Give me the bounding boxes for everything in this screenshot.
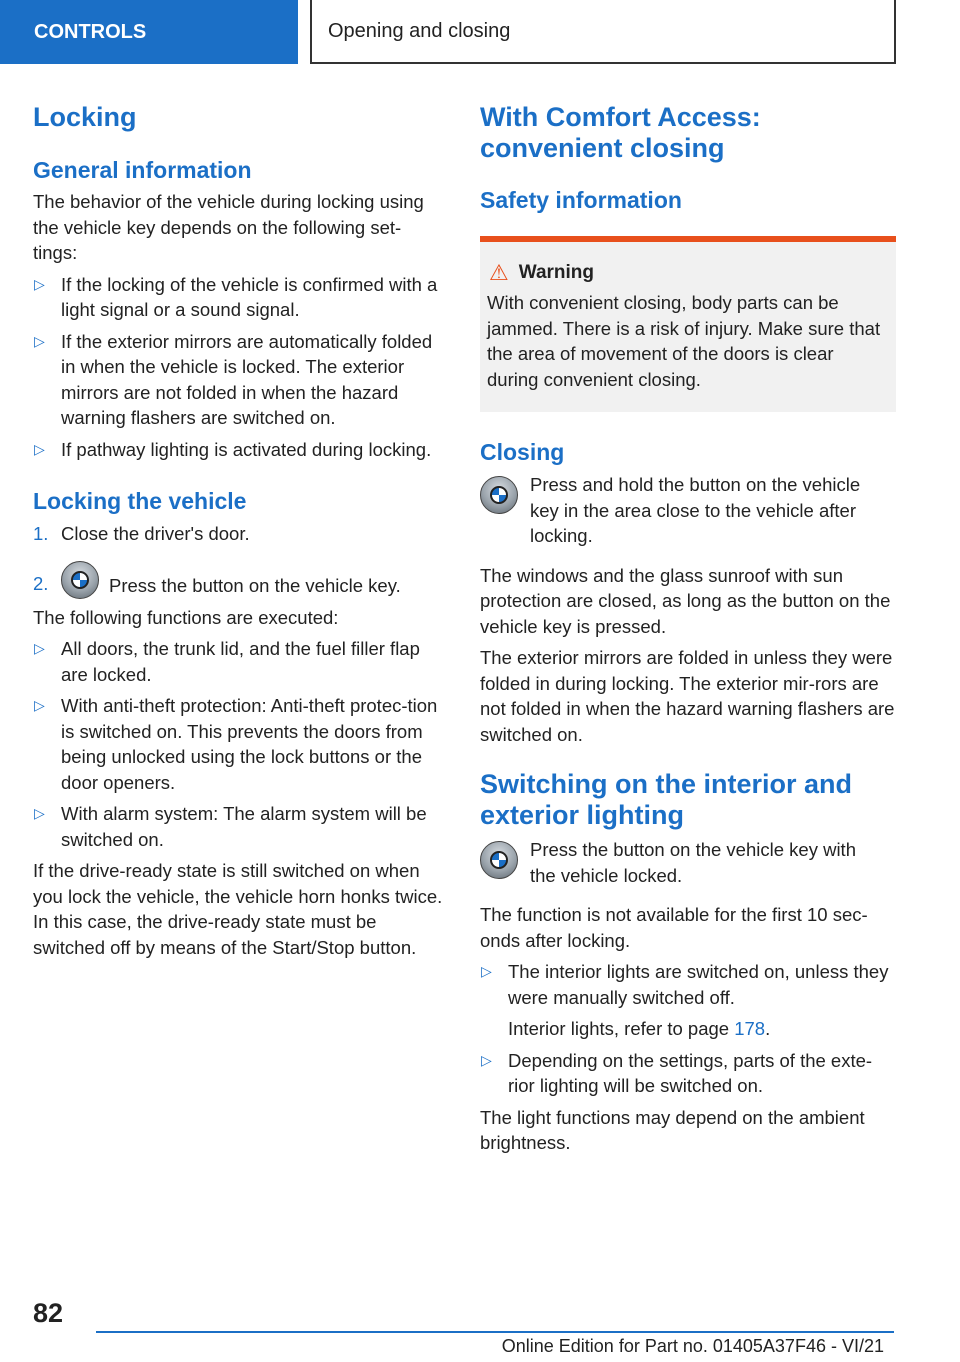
- list-item: ▷ With alarm system: The alarm system will be switched on.: [34, 803, 427, 850]
- heading-switching-on-lighting: Switching on the interior and exterior lighting: [480, 769, 853, 830]
- list-item: ▷ All doors, the trunk lid, and the fuel filler flap are locked.: [34, 638, 420, 685]
- step-item: 1. Close the driver's door.: [33, 521, 443, 547]
- vehicle-key-button-icon: [480, 841, 518, 879]
- drive-ready-paragraph: If the drive-ready state is still switched on when you lock the vehicle, the vehicle horn honks twice. In this case, the drive-ready state must be switched off by means of the Start/Stop button.: [33, 860, 443, 958]
- heading-locking: Locking: [33, 102, 137, 132]
- windows-paragraph: The windows and the glass sunroof with sun protection are closed, as long as the button on the vehicle key is pressed.: [480, 564, 891, 637]
- bullet-triangle-icon: ▷: [481, 963, 492, 979]
- warning-box: [480, 236, 896, 412]
- step-item: 2. Press the button on the vehicle key.: [33, 561, 443, 599]
- list-item: ▷ If pathway lighting is activated during locking.: [33, 437, 443, 463]
- bullet-triangle-icon: ▷: [34, 332, 45, 349]
- general-paragraph: The behavior of the vehicle during locking using the vehicle key depends on the following set-tings:: [33, 191, 424, 263]
- functions-intro: The following functions are executed:: [33, 606, 339, 628]
- bullet-triangle-icon: ▷: [34, 805, 45, 821]
- list-item: ▷ The interior lights are switched on, unless they were manually switched off. Interior lights, refer to page 178.: [480, 959, 896, 1042]
- page-reference-link[interactable]: 178: [734, 1018, 766, 1039]
- section-tab: CONTROLS: [0, 0, 298, 64]
- footer-edition: Online Edition for Part no. 01405A37F46 - VI/21: [501, 1336, 884, 1356]
- heading-safety-information: Safety information: [480, 187, 682, 213]
- warning-text: With convenient closing, body parts can be jammed. There is a risk of injury. Make sure that the area of movement of the doors is clear during convenient closing.: [487, 292, 881, 390]
- warning-title: ⚠ Warning: [489, 260, 595, 285]
- heading-closing: Closing: [480, 439, 565, 465]
- list-item: ▷ Depending on the settings, parts of the exte-rior lighting will be switched on.: [481, 1049, 873, 1096]
- heading-locking-the-vehicle: Locking the vehicle: [33, 488, 247, 514]
- right-column: [480, 98, 896, 1156]
- step-number: 1.: [33, 523, 49, 544]
- mirrors-paragraph: The exterior mirrors are folded in unless they were folded in during locking. The exterior mir-rors are not folded in when the hazard warning flashers are switched on.: [480, 647, 895, 745]
- page-number: 82: [33, 1298, 64, 1328]
- bullet-triangle-icon: ▷: [481, 1051, 492, 1068]
- warning-triangle-icon: ⚠: [489, 260, 509, 285]
- vehicle-key-button-icon: [480, 476, 518, 514]
- ambient-paragraph: The light functions may depend on the ambient brightness.: [480, 1106, 865, 1153]
- chapter-title: Opening and closing: [310, 0, 896, 64]
- list-item: ▷ If the locking of the vehicle is confirmed with a light signal or a sound signal.: [34, 273, 438, 320]
- bullet-triangle-icon: ▷: [34, 697, 45, 713]
- left-column: [33, 98, 443, 960]
- list-item: ▷ If the exterior mirrors are automatically folded in when the vehicle is locked. The exterior mirrors are not folded in when the hazard warning flashers are switched on.: [34, 330, 433, 428]
- heading-general-information: General information: [33, 157, 252, 183]
- function-availability-paragraph: The function is not available for the first 10 sec-onds after locking.: [480, 904, 868, 951]
- list-item: ▷ With anti-theft protection: Anti-theft protec-tion is switched on. This prevents the doors from being unlocked using the lock buttons or the door openers.: [34, 695, 438, 793]
- page-reference: Interior lights, refer to page 178.: [508, 1018, 771, 1039]
- footer-divider: [96, 1331, 894, 1333]
- bullet-triangle-icon: ▷: [34, 275, 45, 292]
- lighting-instruction: Press the button on the vehicle key with the vehicle locked.: [480, 837, 896, 888]
- bullet-triangle-icon: ▷: [34, 640, 45, 656]
- vehicle-key-button-icon: [61, 561, 99, 599]
- heading-comfort-access: With Comfort Access: convenient closing: [480, 102, 761, 163]
- step-number: 2.: [33, 572, 49, 594]
- bullet-triangle-icon: ▷: [34, 440, 45, 457]
- closing-instruction: Press and hold the button on the vehicle key in the area close to the vehicle after locking.: [480, 472, 896, 549]
